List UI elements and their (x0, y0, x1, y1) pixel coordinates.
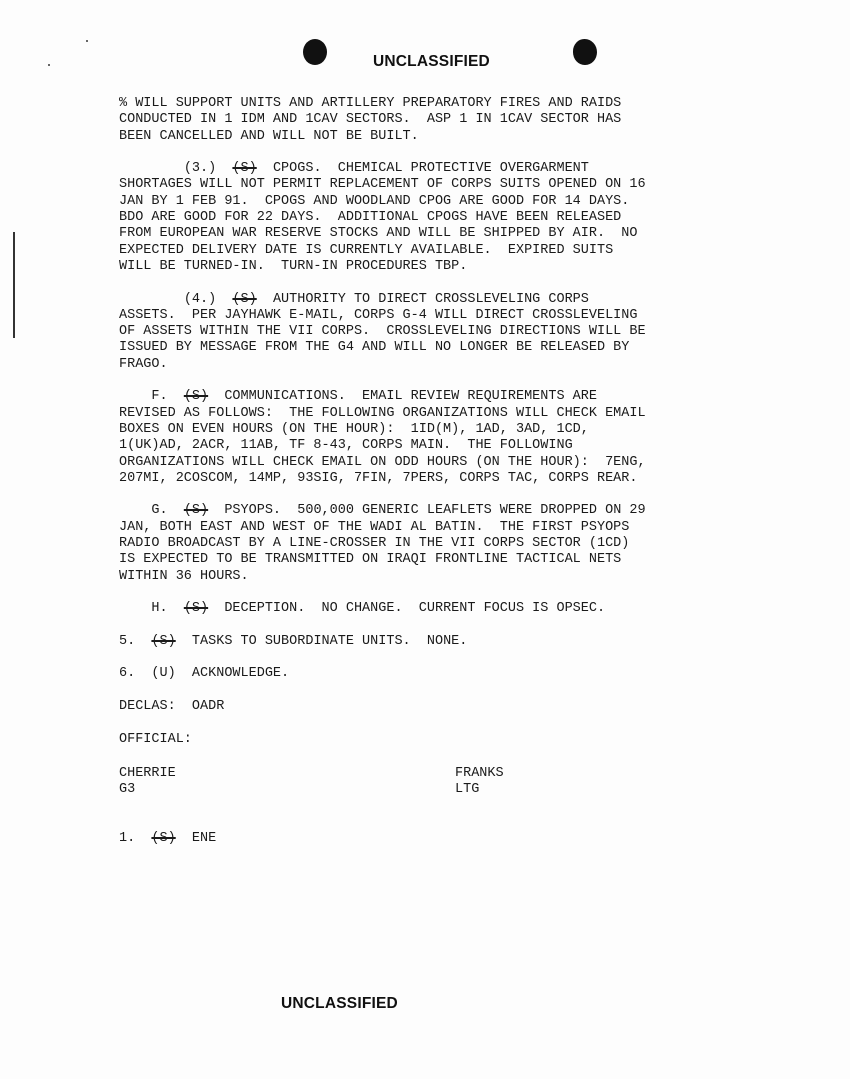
paragraph-tasks (119, 634, 819, 650)
paragraph-lead: PSYOPS. 500,000 GENERIC LEAFLETS WERE DROPPED ON 29 (224, 503, 646, 519)
classification-header: UNCLASSIFIED (373, 53, 490, 70)
text-line: 1(UK)AD, 2ACR, 11AB, TF 8-43, CORPS MAIN. THE FOLLOWING (119, 438, 573, 454)
text-line: OF ASSETS WITHIN THE VII CORPS. CROSSLEVELING DIRECTIONS WILL BE (119, 324, 646, 340)
paragraph-label: (3.) (183, 161, 217, 177)
paragraph-psyops (119, 503, 819, 584)
text-line: FROM EUROPEAN WAR RESERVE STOCKS AND WILL BE SHIPPED BY AIR. NO (119, 226, 638, 242)
text-line: IS EXPECTED TO BE TRANSMITTED ON IRAQI FRONTLINE TACTICAL NETS (119, 552, 622, 568)
struck-classification-marking: (S) (151, 633, 176, 649)
message-body (119, 96, 819, 748)
declas-line: DECLAS: OADR (119, 698, 225, 714)
paragraph-crossleveling (119, 292, 819, 373)
paragraph-acknowledge: 6. (U) ACKNOWLEDGE. (119, 666, 290, 682)
paragraph-label: F. (151, 389, 168, 405)
text-line: ASSETS. PER JAYHAWK E-MAIL, CORPS G-4 WILL DIRECT CROSSLEVELING (119, 307, 638, 323)
text-line: % WILL SUPPORT UNITS AND ARTILLERY PREPARATORY FIRES AND RAIDS (119, 96, 622, 111)
text-line: RADIO BROADCAST BY A LINE-CROSSER IN THE VII CORPS SECTOR (1CD) (119, 536, 630, 552)
paragraph-lead: AUTHORITY TO DIRECT CROSSLEVELING CORPS (272, 291, 589, 307)
signer-title: LTG (455, 782, 480, 798)
paragraph-first-line (119, 503, 819, 519)
enclosure-line (119, 831, 216, 846)
struck-classification-marking: (S) (232, 161, 257, 177)
text-line: SHORTAGES WILL NOT PERMIT REPLACEMENT OF CORPS SUITS OPENED ON 16 (119, 177, 646, 193)
scan-speck (48, 64, 50, 66)
paragraph-label: G. (151, 503, 168, 519)
margin-line (13, 232, 15, 338)
struck-classification-marking: (S) (183, 503, 209, 519)
enclosure-label: 1. (119, 831, 136, 846)
paragraph-deception (119, 601, 819, 617)
text-line: WILL BE TURNED-IN. TURN-IN PROCEDURES TBP. (119, 258, 468, 274)
paragraph-cpogs (119, 161, 819, 275)
paragraph-continuation (119, 96, 819, 145)
text-line: ORGANIZATIONS WILL CHECK EMAIL ON ODD HOURS (ON THE HOUR): 7ENG, (119, 454, 646, 470)
paragraph-lead: CPOGS. CHEMICAL PROTECTIVE OVERGARMENT (272, 161, 589, 177)
text-line: EXPECTED DELIVERY DATE IS CURRENTLY AVAILABLE. EXPIRED SUITS (119, 242, 614, 258)
paragraph-label: H. (151, 601, 168, 617)
signer-name: FRANKS (455, 766, 504, 781)
official-line: OFFICIAL: (119, 731, 192, 747)
signature-block-right (455, 766, 504, 799)
text-line: 207MI, 2COSCOM, 14MP, 93SIG, 7FIN, 7PERS, CORPS TAC, CORPS REAR. (119, 470, 638, 486)
paragraph-first-line (119, 389, 819, 405)
paragraph-label: 5. (119, 633, 136, 649)
text-line: JAN, BOTH EAST AND WEST OF THE WADI AL BATIN. THE FIRST PSYOPS (119, 519, 630, 535)
struck-classification-marking: (S) (232, 291, 257, 307)
text-line: CONDUCTED IN 1 IDM AND 1CAV SECTORS. ASP 1 IN 1CAV SECTOR HAS (119, 112, 622, 128)
paragraph-label: (4.) (183, 291, 217, 307)
punch-hole-left (303, 39, 327, 65)
paragraph-first-line (119, 161, 819, 177)
paragraph-communications (119, 389, 819, 487)
scan-speck (86, 40, 88, 42)
paragraph-lead: TASKS TO SUBORDINATE UNITS. NONE. (191, 633, 468, 649)
paragraph-first-line (119, 292, 819, 308)
text-line: BEEN CANCELLED AND WILL NOT BE BUILT. (119, 128, 419, 144)
struck-classification-marking: (S) (183, 389, 209, 405)
text-line: REVISED AS FOLLOWS: THE FOLLOWING ORGANIZATIONS WILL CHECK EMAIL (119, 405, 646, 421)
struck-classification-marking: (S) (151, 831, 176, 846)
text-line: BDO ARE GOOD FOR 22 DAYS. ADDITIONAL CPOGS HAVE BEEN RELEASED (119, 210, 622, 226)
text-line: BOXES ON EVEN HOURS (ON THE HOUR): 1ID(M), 1AD, 3AD, 1CD, (119, 421, 589, 437)
punch-hole-right (573, 39, 597, 65)
text-line: WITHIN 36 HOURS. (119, 568, 249, 584)
paragraph-lead: COMMUNICATIONS. EMAIL REVIEW REQUIREMENTS ARE (224, 389, 597, 405)
classification-footer: UNCLASSIFIED (281, 995, 398, 1012)
text-line: ISSUED BY MESSAGE FROM THE G4 AND WILL NO LONGER BE RELEASED BY (119, 340, 630, 356)
text-line: FRAGO. (119, 356, 168, 372)
signer-name: CHERRIE (119, 766, 176, 781)
enclosure-text: ENE (191, 831, 217, 846)
struck-classification-marking: (S) (183, 601, 209, 617)
text-line: JAN BY 1 FEB 91. CPOGS AND WOODLAND CPOG ARE GOOD FOR 14 DAYS. (119, 193, 630, 209)
paragraph-lead: DECEPTION. NO CHANGE. CURRENT FOCUS IS OPSEC. (224, 601, 606, 617)
signer-title: G3 (119, 782, 136, 798)
signature-block-left (119, 766, 176, 799)
